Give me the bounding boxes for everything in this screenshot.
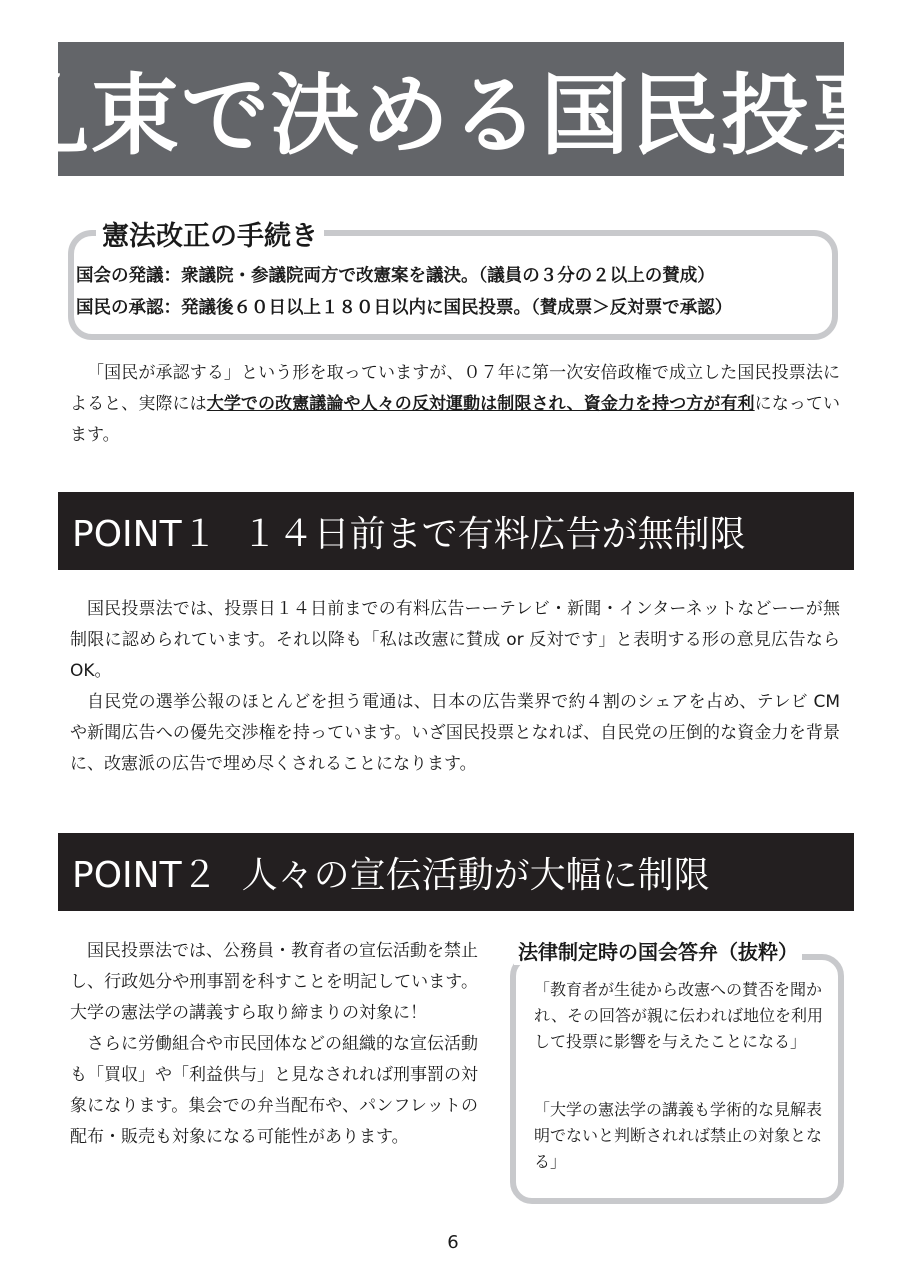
point1-label: POINT１ bbox=[72, 513, 218, 555]
point2-label: POINT２ bbox=[72, 854, 218, 896]
page-title: 札束で決める国民投票 bbox=[1, 64, 902, 167]
procedure-line-approval: 国民の承認：発議後６０日以上１８０日以内に国民投票。（賛成票＞反対票で承認） bbox=[76, 298, 733, 318]
point2-heading: 人々の宣伝活動が大幅に制限 bbox=[241, 854, 710, 896]
point1-heading: １４日前まで有料広告が無制限 bbox=[241, 513, 746, 555]
intro-emphasis: 大学での改憲議論や人々の反対運動は制限され、資金力を持つ方が有利 bbox=[206, 394, 755, 414]
intro-text-after: になっています。 bbox=[70, 394, 841, 445]
procedure-line-diet: 国会の発議：衆議院・参議院両方で改憲案を議決。（議員の３分の２以上の賛成） bbox=[76, 266, 715, 286]
point2-banner bbox=[58, 833, 854, 911]
intro-text-before: 「国民が承認する」という形を取っていますが、０７年に第一次安倍政権で成立した国民投票法によると、実際には bbox=[70, 363, 840, 414]
point1-banner bbox=[58, 492, 854, 570]
point1-body bbox=[70, 594, 840, 780]
procedure-heading: 憲法改正の手続き bbox=[96, 214, 324, 253]
diet-answer-quote-1: 「教育者が生徒から改憲への賛否を聞かれ、その回答が親に伝われば地位を利用して投票に影響を与えたことになる」 bbox=[534, 980, 823, 1051]
point1-paragraph-1: 国民投票法では、投票日１４日前までの有料広告ーーテレビ・新聞・インターネットなどーーが無制限に認められています。それ以降も「私は改憲に賛成 or 反対です」と表明する形の意見広告なら OK。 bbox=[70, 599, 840, 681]
point2-paragraph-2: さらに労働組合や市民団体などの組織的な宣伝活動も「買収」や「利益供与」と見なされれば刑事罰の対象になります。集会での弁当配布や、パンフレットの配布・販売も対象になる可能性があります。 bbox=[70, 1034, 478, 1147]
page-title-banner bbox=[1, 42, 902, 176]
diet-answer-quote-2: 「大学の憲法学の講義も学術的な見解表明でないと判断されれば禁止の対象となる」 bbox=[534, 1100, 823, 1171]
diet-answers-heading: 法律制定時の国会答弁（抜粋） bbox=[514, 936, 802, 965]
point2-paragraph-1: 国民投票法では、公務員・教育者の宣伝活動を禁止し、行政処分や刑事罰を科すことを明記しています。大学の憲法学の講義すら取り締まりの対象に！ bbox=[70, 941, 478, 1023]
page-number: 6 bbox=[447, 1232, 459, 1253]
point1-paragraph-2: 自民党の選挙公報のほとんどを担う電通は、日本の広告業界で約４割のシェアを占め、テレビ CM や新聞広告への優先交渉権を持っています。いざ国民投票となれば、自民党の圧倒的な資金力を背景に、改憲派の広告で埋め尽くされることになります。 bbox=[70, 692, 840, 774]
point2-body bbox=[70, 936, 478, 1153]
intro-paragraph bbox=[70, 358, 840, 451]
